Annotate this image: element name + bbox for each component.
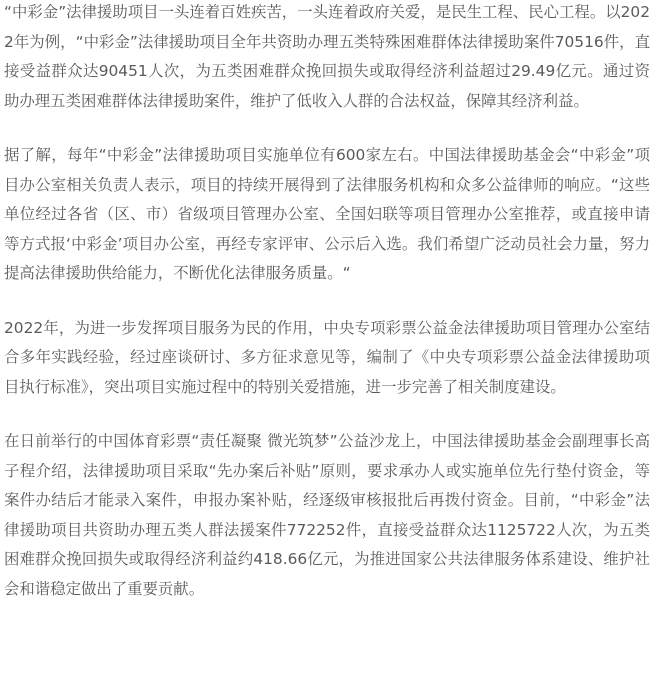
article-paragraph-1: “中彩金”法律援助项目一头连着百姓疾苦，一头连着政府关爱，是民生工程、民心工程。以2022年为例，“中彩金”法律援助项目全年共资助办理五类特殊困难群体法律援助案件70516件，直接受益群众达90451人次，为五类困难群众挽回损失或取得经济利益超过29.49亿元。通过资助办理五类困难群体法律援助案件，维护了低收入人群的合法权益，保障其经济利益。 <box>4 3 650 110</box>
article-paragraph-3: 2022年，为进一步发挥项目服务为民的作用，中央专项彩票公益金法律援助项目管理办公室结合多年实践经验，经过座谈研讨、多方征求意见等，编制了《中央专项彩票公益金法律援助项目执行标准》，突出项目实施过程中的特别关爱措施，进一步完善了相关制度建设。 <box>4 318 650 396</box>
article-body <box>4 0 650 629</box>
article-paragraph-2: 据了解，每年“中彩金”法律援助项目实施单位有600家左右。中国法律援助基金会“中彩金”项目办公室相关负责人表示，项目的持续开展得到了法律服务机构和众多公益律师的响应。“这些单位经过各省（区、市）省级项目管理办公室、全国妇联等项目管理办公室推荐，或直接申请等方式报‘中彩金’项目办公室，再经专家评审、公示后入选。我们希望广泛动员社会力量，努力提高法律援助供给能力，不断优化法律服务质量。“ <box>4 146 650 282</box>
article-paragraph-4: 在日前举行的中国体育彩票“责任凝聚 微光筑梦”公益沙龙上，中国法律援助基金会副理事长高子程介绍，法律援助项目采取“先办案后补贴”原则，要求承办人或实施单位先行垫付资金，等案件办结后才能录入案件，申报办案补贴，经逐级审核报批后再拨付资金。目前，“中彩金”法律援助项目共资助办理五类人群法援案件772252件，直接受益群众达1125722人次，为五类困难群众挽回损失或取得经济利益约418.66亿元，为推进国家公共法律服务体系建设、维护社会和谐稳定做出了重要贡献。 <box>4 432 650 598</box>
